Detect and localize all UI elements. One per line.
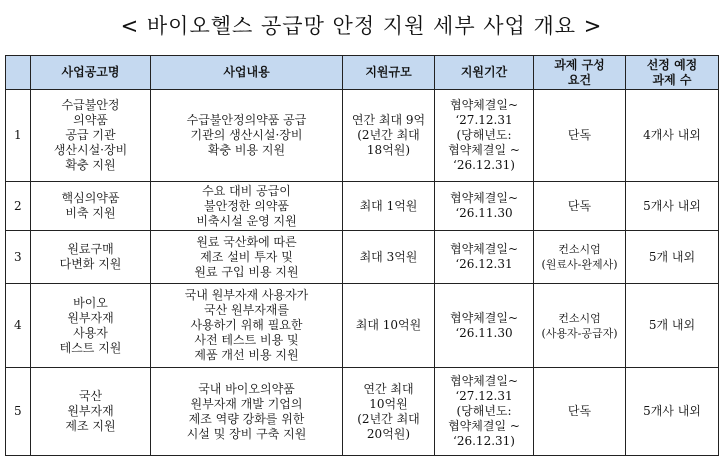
row-content: 원료 국산화에 따른 제조 설비 투자 및 원료 구입 비용 지원 <box>151 231 343 284</box>
project-overview-table <box>5 55 719 456</box>
row-number: 2 <box>6 182 31 231</box>
row-period: 협약체결일~ ‘27.12.31 (당해년도: 협약체결일 ~ ‘26.12.31) <box>435 368 534 456</box>
row-number: 1 <box>6 90 31 182</box>
row-scale: 연간 최대 10억원 (2년간 최대 20억원) <box>343 368 435 456</box>
row-number: 3 <box>6 231 31 284</box>
row-name: 바이오 원부자재 사용자 테스트 지원 <box>31 284 151 368</box>
row-name: 핵심의약품 비축 지원 <box>31 182 151 231</box>
header-count: 선정 예정 과제 수 <box>626 56 719 90</box>
table-header-row <box>6 56 719 90</box>
row-name: 원료구매 다변화 지원 <box>31 231 151 284</box>
table-row <box>6 90 719 182</box>
table-row <box>6 284 719 368</box>
table-row <box>6 368 719 456</box>
row-content: 수급불안정의약품 공급 기관의 생산시설·장비 확충 비용 지원 <box>151 90 343 182</box>
row-content: 국내 원부자재 사용자가 국산 원부자재를 사용하기 위해 필요한 사전 테스트 비용 및 제품 개선 비용 지원 <box>151 284 343 368</box>
row-requirement: 컨소시엄 (원료사-완제사) <box>534 231 626 284</box>
row-scale: 최대 3억원 <box>343 231 435 284</box>
row-period: 협약체결일~ ‘26.12.31 <box>435 231 534 284</box>
row-number: 4 <box>6 284 31 368</box>
row-content: 국내 바이오의약품 원부자재 개발 기업의 제조 역량 강화를 위한 시설 및 장비 구축 지원 <box>151 368 343 456</box>
row-name: 국산 원부자재 제조 지원 <box>31 368 151 456</box>
row-scale: 최대 10억원 <box>343 284 435 368</box>
row-count: 5개사 내외 <box>626 182 719 231</box>
row-period: 협약체결일~ ‘26.11.30 <box>435 284 534 368</box>
row-requirement: 컨소시엄 (사용자-공급자) <box>534 284 626 368</box>
header-content: 사업내용 <box>151 56 343 90</box>
row-scale: 연간 최대 9억 (2년간 최대 18억원) <box>343 90 435 182</box>
row-count: 5개사 내외 <box>626 368 719 456</box>
row-count: 5개 내외 <box>626 231 719 284</box>
header-no <box>6 56 31 90</box>
header-scale: 지원규모 <box>343 56 435 90</box>
row-content: 수요 대비 공급이 불안정한 의약품 비축시설 운영 지원 <box>151 182 343 231</box>
row-name: 수급불안정 의약품 공급 기관 생산시설·장비 확충 지원 <box>31 90 151 182</box>
table-row <box>6 182 719 231</box>
row-requirement: 단독 <box>534 182 626 231</box>
row-count: 4개사 내외 <box>626 90 719 182</box>
row-requirement: 단독 <box>534 90 626 182</box>
row-period: 협약체결일~ ‘27.12.31 (당해년도: 협약체결일 ~ ‘26.12.31) <box>435 90 534 182</box>
row-scale: 최대 1억원 <box>343 182 435 231</box>
table-row <box>6 231 719 284</box>
row-requirement: 단독 <box>534 368 626 456</box>
page-title: < 바이오헬스 공급망 안정 지원 세부 사업 개요 > <box>120 14 603 38</box>
header-period: 지원기간 <box>435 56 534 90</box>
header-name: 사업공고명 <box>31 56 151 90</box>
row-count: 5개 내외 <box>626 284 719 368</box>
row-period: 협약체결일~ ‘26.11.30 <box>435 182 534 231</box>
header-requirement: 과제 구성 요건 <box>534 56 626 90</box>
row-number: 5 <box>6 368 31 456</box>
